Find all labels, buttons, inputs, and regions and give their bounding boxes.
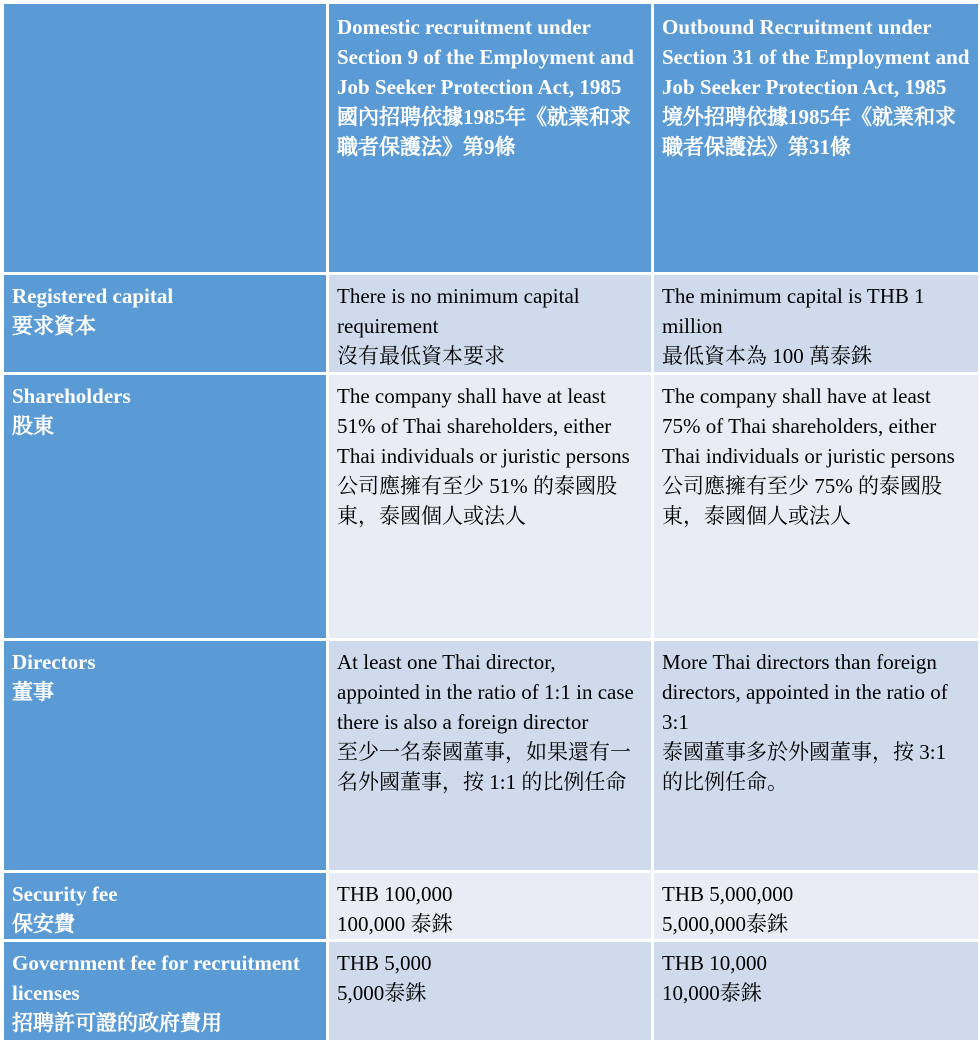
header-domestic-cell	[328, 3, 653, 274]
row-label-cell	[3, 374, 328, 640]
comparison-table	[1, 1, 980, 1043]
outbound-en: The minimum capital is THB 1 million	[662, 284, 925, 338]
domestic-en: The company shall have at least 51% of Thai shareholders, either Thai individuals or juristic persons	[337, 384, 630, 468]
outbound-cell	[653, 640, 980, 872]
outbound-en: THB 5,000,000	[662, 882, 794, 906]
domestic-zh: 公司應擁有至少 51% 的泰國股東，泰國個人或法人	[337, 474, 617, 528]
domestic-en: At least one Thai director, appointed in the ratio of 1:1 in case there is also a foreign director	[337, 650, 634, 734]
table-row	[3, 872, 980, 941]
header-domestic-en: Domestic recruitment under Section 9 of the Employment and Job Seeker Protection Act, 1985	[337, 15, 634, 99]
header-outbound-cell	[653, 3, 980, 274]
row-label-en: Directors	[12, 650, 96, 674]
outbound-zh: 公司應擁有至少 75% 的泰國股東，泰國個人或法人	[662, 474, 942, 528]
domestic-cell	[328, 274, 653, 374]
row-label-zh: 董事	[12, 680, 54, 704]
outbound-cell	[653, 941, 980, 1042]
row-label-cell	[3, 274, 328, 374]
outbound-en: The company shall have at least 75% of Thai shareholders, either Thai individuals or juristic persons	[662, 384, 955, 468]
domestic-zh: 5,000泰銖	[337, 981, 427, 1005]
domestic-cell	[328, 640, 653, 872]
outbound-zh: 泰國董事多於外國董事，按 3:1 的比例任命。	[662, 740, 947, 794]
row-label-en: Registered capital	[12, 284, 174, 308]
domestic-zh: 沒有最低資本要求	[337, 344, 505, 368]
header-outbound-zh: 境外招聘依據1985年《就業和求職者保護法》第31條	[662, 105, 956, 159]
row-label-zh: 保安費	[12, 912, 75, 936]
domestic-en: There is no minimum capital requirement	[337, 284, 580, 338]
row-label-en: Security fee	[12, 882, 118, 906]
header-row	[3, 3, 980, 274]
row-label-zh: 股東	[12, 414, 54, 438]
domestic-cell	[328, 374, 653, 640]
table-row	[3, 941, 980, 1042]
row-label-zh: 要求資本	[12, 314, 96, 338]
outbound-cell	[653, 274, 980, 374]
row-label-en: Government fee for recruitment licenses	[12, 951, 300, 1005]
domestic-zh: 至少一名泰國董事，如果還有一名外國董事，按 1:1 的比例任命	[337, 740, 631, 794]
domestic-en: THB 100,000	[337, 882, 453, 906]
header-domestic-zh: 國內招聘依據1985年《就業和求職者保護法》第9條	[337, 105, 631, 159]
header-corner-cell	[3, 3, 328, 274]
header-outbound-en: Outbound Recruitment under Section 31 of the Employment and Job Seeker Protection Act, 1985	[662, 15, 970, 99]
table-row	[3, 274, 980, 374]
domestic-en: THB 5,000	[337, 951, 432, 975]
domestic-zh: 100,000 泰銖	[337, 912, 453, 936]
row-label-cell	[3, 941, 328, 1042]
row-label-cell	[3, 872, 328, 941]
row-label-en: Shareholders	[12, 384, 131, 408]
domestic-cell	[328, 941, 653, 1042]
outbound-cell	[653, 374, 980, 640]
outbound-en: THB 10,000	[662, 951, 767, 975]
row-label-cell	[3, 640, 328, 872]
outbound-zh: 最低資本為 100 萬泰銖	[662, 344, 872, 368]
table-row	[3, 374, 980, 640]
domestic-cell	[328, 872, 653, 941]
row-label-zh: 招聘許可證的政府費用	[12, 1011, 222, 1035]
table-row	[3, 640, 980, 872]
outbound-zh: 10,000泰銖	[662, 981, 762, 1005]
outbound-cell	[653, 872, 980, 941]
outbound-en: More Thai directors than foreign directors, appointed in the ratio of 3:1	[662, 650, 948, 734]
outbound-zh: 5,000,000泰銖	[662, 912, 788, 936]
